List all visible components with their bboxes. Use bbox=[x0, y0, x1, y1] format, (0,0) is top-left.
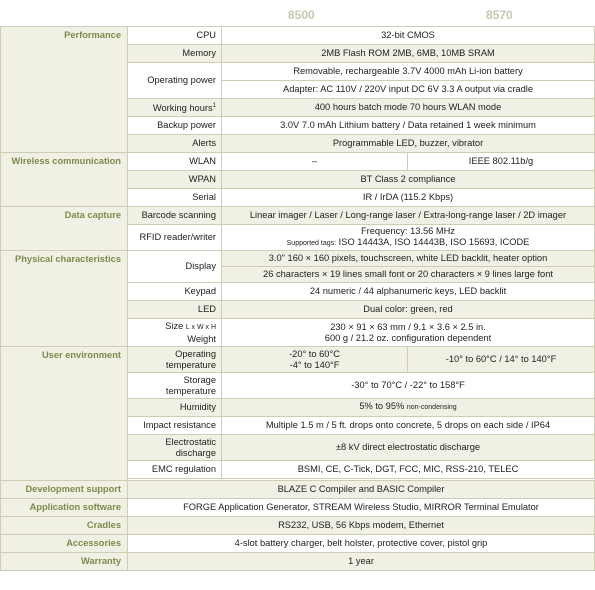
value-accessories: 4-slot battery charger, belt holster, protective cover, pistol grip bbox=[128, 535, 595, 553]
model-header bbox=[0, 0, 595, 26]
value-operating-temp-8570: -10° to 60°C / 14° to 140°F bbox=[408, 347, 595, 373]
label-impact-resistance: Impact resistance bbox=[128, 417, 222, 435]
label-wpan: WPAN bbox=[128, 171, 222, 189]
value-wpan: BT Class 2 compliance bbox=[222, 171, 595, 189]
category-physical: Physical characteristics bbox=[1, 251, 128, 347]
value-wlan-8500: – bbox=[222, 153, 408, 171]
label-storage-temperature: Storage temperature bbox=[128, 373, 222, 399]
value-cradles: RS232, USB, 56 Kbps modem, Ethernet bbox=[128, 517, 595, 535]
label-working-hours: Working hours$^1$ bbox=[128, 99, 222, 117]
label-cpu: CPU bbox=[128, 27, 222, 45]
label-electrostatic-discharge: Electrostatic discharge bbox=[128, 435, 222, 461]
model-8570-heading: 8570 bbox=[486, 8, 513, 22]
label-size-weight: Size L x W x H Weight bbox=[128, 319, 222, 347]
value-rfid bbox=[222, 225, 595, 251]
value-emc-regulation: BSMI, CE, C-Tick, DGT, FCC, MIC, RSS-210, TELEC bbox=[222, 461, 595, 479]
value-cpu: 32-bit CMOS bbox=[222, 27, 595, 45]
value-working-hours: 400 hours batch mode 70 hours WLAN mode bbox=[222, 99, 595, 117]
label-emc-regulation: EMC regulation bbox=[128, 461, 222, 479]
label-serial: Serial bbox=[128, 189, 222, 207]
value-display-screen: 3.0" 160 × 160 pixels, touchscreen, white LED backlit, heater option bbox=[222, 251, 595, 267]
category-development-support: Development support bbox=[1, 481, 128, 499]
category-warranty: Warranty bbox=[1, 553, 128, 571]
label-rfid: RFID reader/writer bbox=[128, 225, 222, 251]
value-led: Dual color: green, red bbox=[222, 301, 595, 319]
value-operating-power-battery: Removable, rechargeable 3.7V 4000 mAh Li-ion battery bbox=[222, 63, 595, 81]
value-electrostatic-discharge: ±8 kV direct electrostatic discharge bbox=[222, 435, 595, 461]
category-user-environment: User environment bbox=[1, 347, 128, 481]
category-cradles: Cradles bbox=[1, 517, 128, 535]
category-wireless: Wireless communication bbox=[1, 153, 128, 207]
value-backup-power: 3.0V 7.0 mAh Lithium battery / Data retained 1 week minimum bbox=[222, 117, 595, 135]
value-display-characters: 26 characters × 19 lines small font or 20 characters × 9 lines large font bbox=[222, 267, 595, 283]
category-performance: Performance bbox=[1, 27, 128, 153]
label-keypad: Keypad bbox=[128, 283, 222, 301]
value-keypad: 24 numeric / 44 alphanumeric keys, LED backlit bbox=[222, 283, 595, 301]
label-wlan: WLAN bbox=[128, 153, 222, 171]
label-barcode-scanning: Barcode scanning bbox=[128, 207, 222, 225]
value-wlan-8570: IEEE 802.11b/g bbox=[408, 153, 595, 171]
label-humidity: Humidity bbox=[128, 399, 222, 417]
category-accessories: Accessories bbox=[1, 535, 128, 553]
label-led: LED bbox=[128, 301, 222, 319]
category-data-capture: Data capture bbox=[1, 207, 128, 251]
label-display: Display bbox=[128, 251, 222, 283]
value-size: 230 × 91 × 63 mm / 9.1 × 3.6 × 2.5 in. bbox=[330, 322, 486, 332]
value-warranty: 1 year bbox=[128, 553, 595, 571]
value-operating-temp-8500: -20° to 60°C -4° to 140°F bbox=[222, 347, 408, 373]
value-humidity: 5% to 95% non-condensing bbox=[222, 399, 595, 417]
value-rfid-tags: Supported tags: ISO 14443A, ISO 14443B, ISO 15693, ICODE bbox=[286, 236, 530, 247]
value-operating-power-adapter: Adapter: AC 110V / 220V input DC 6V 3.3 A output via cradle bbox=[222, 81, 595, 99]
label-operating-power: Operating power bbox=[128, 63, 222, 99]
label-backup-power: Backup power bbox=[128, 117, 222, 135]
value-impact-resistance: Multiple 1.5 m / 5 ft. drops onto concrete, 5 drops on each side / IP64 bbox=[222, 417, 595, 435]
value-alerts: Programmable LED, buzzer, vibrator bbox=[222, 135, 595, 153]
value-weight: 600 g / 21.2 oz. configuration dependent bbox=[324, 332, 492, 343]
model-8500-heading: 8500 bbox=[288, 8, 315, 22]
value-serial: IR / IrDA (115.2 Kbps) bbox=[222, 189, 595, 207]
spec-table bbox=[0, 26, 595, 571]
value-barcode-scanning: Linear imager / Laser / Long-range laser / Extra-long-range laser / 2D imager bbox=[222, 207, 595, 225]
label-alerts: Alerts bbox=[128, 135, 222, 153]
value-rfid-frequency: Frequency: 13.56 MHz bbox=[360, 226, 456, 236]
value-storage-temperature: -30° to 70°C / -22° to 158°F bbox=[222, 373, 595, 399]
label-memory: Memory bbox=[128, 45, 222, 63]
value-application-software: FORGE Application Generator, STREAM Wireless Studio, MIRROR Terminal Emulator bbox=[128, 499, 595, 517]
label-operating-temperature: Operating temperature bbox=[128, 347, 222, 373]
category-application-software: Application software bbox=[1, 499, 128, 517]
value-memory: 2MB Flash ROM 2MB, 6MB, 10MB SRAM bbox=[222, 45, 595, 63]
value-development-support: BLAZE C Compiler and BASIC Compiler bbox=[128, 481, 595, 499]
value-size-weight bbox=[222, 319, 595, 347]
